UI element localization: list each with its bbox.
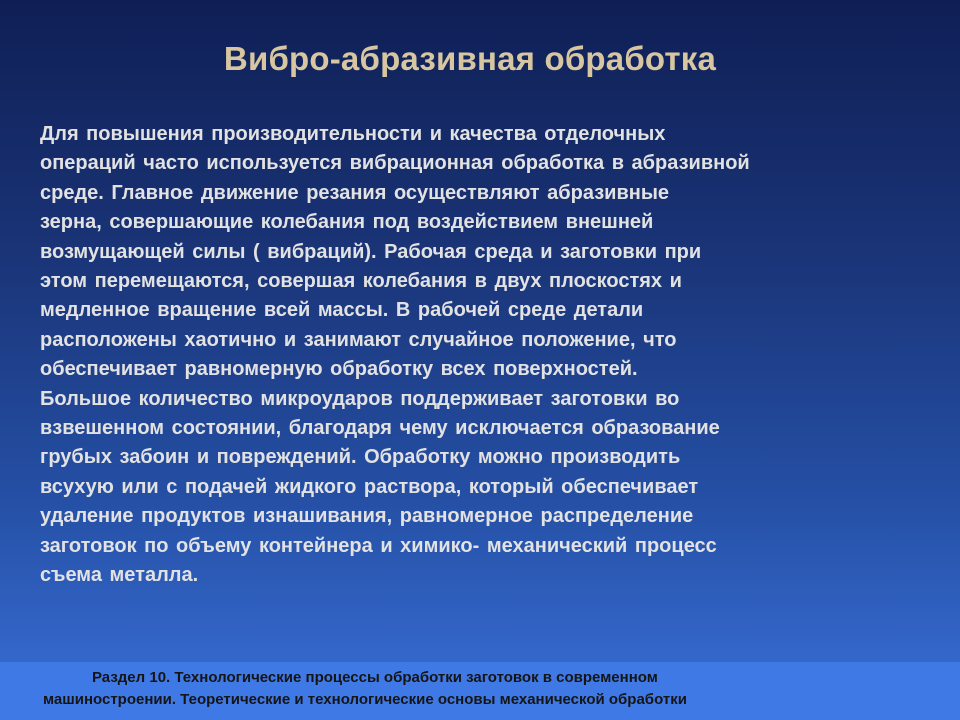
slide-body-text — [40, 120, 890, 591]
footer-bar — [0, 662, 960, 720]
footer-line-2: машиностроении. Теоретические и технологические основы механической обработки — [43, 691, 687, 708]
footer-line-1: Раздел 10. Технологические процессы обработки заготовок в современном — [92, 669, 658, 686]
body-line: Большое количество микроударов поддерживает заготовки во — [40, 387, 680, 410]
body-line: среде. Главное движение резания осуществляют абразивные — [40, 181, 670, 204]
body-line: взвешенном состоянии, благодаря чему исключается образование — [40, 417, 720, 440]
body-line: расположены хаотично и занимают случайное положение, что — [40, 328, 677, 351]
body-line: этом перемещаются, совершая колебания в двух плоскостях и — [40, 270, 682, 293]
body-line: возмущающей силы ( вибраций). Рабочая среда и заготовки при — [40, 240, 702, 263]
body-line: операций часто используется вибрационная обработка в абразивной — [40, 152, 750, 175]
footer-caption — [0, 667, 960, 711]
body-line: зерна, совершающие колебания под воздействием внешней — [40, 211, 654, 234]
body-line: съема металла. — [40, 564, 199, 587]
body-line: Для повышения производительности и качества отделочных — [40, 123, 666, 145]
body-line: грубых забоин и повреждений. Обработку можно производить — [40, 446, 681, 469]
body-line: обеспечивает равномерную обработку всех поверхностей. — [40, 358, 638, 381]
slide-title: Вибро-абразивная обработка — [223, 40, 717, 77]
body-line: медленное вращение всей массы. В рабочей среде детали — [40, 299, 644, 322]
body-line: удаление продуктов изнашивания, равномерное распределение — [40, 505, 694, 528]
body-line: заготовок по объему контейнера и химико- механический процесс — [40, 534, 717, 557]
body-line: всухую или с подачей жидкого раствора, который обеспечивает — [40, 475, 699, 498]
